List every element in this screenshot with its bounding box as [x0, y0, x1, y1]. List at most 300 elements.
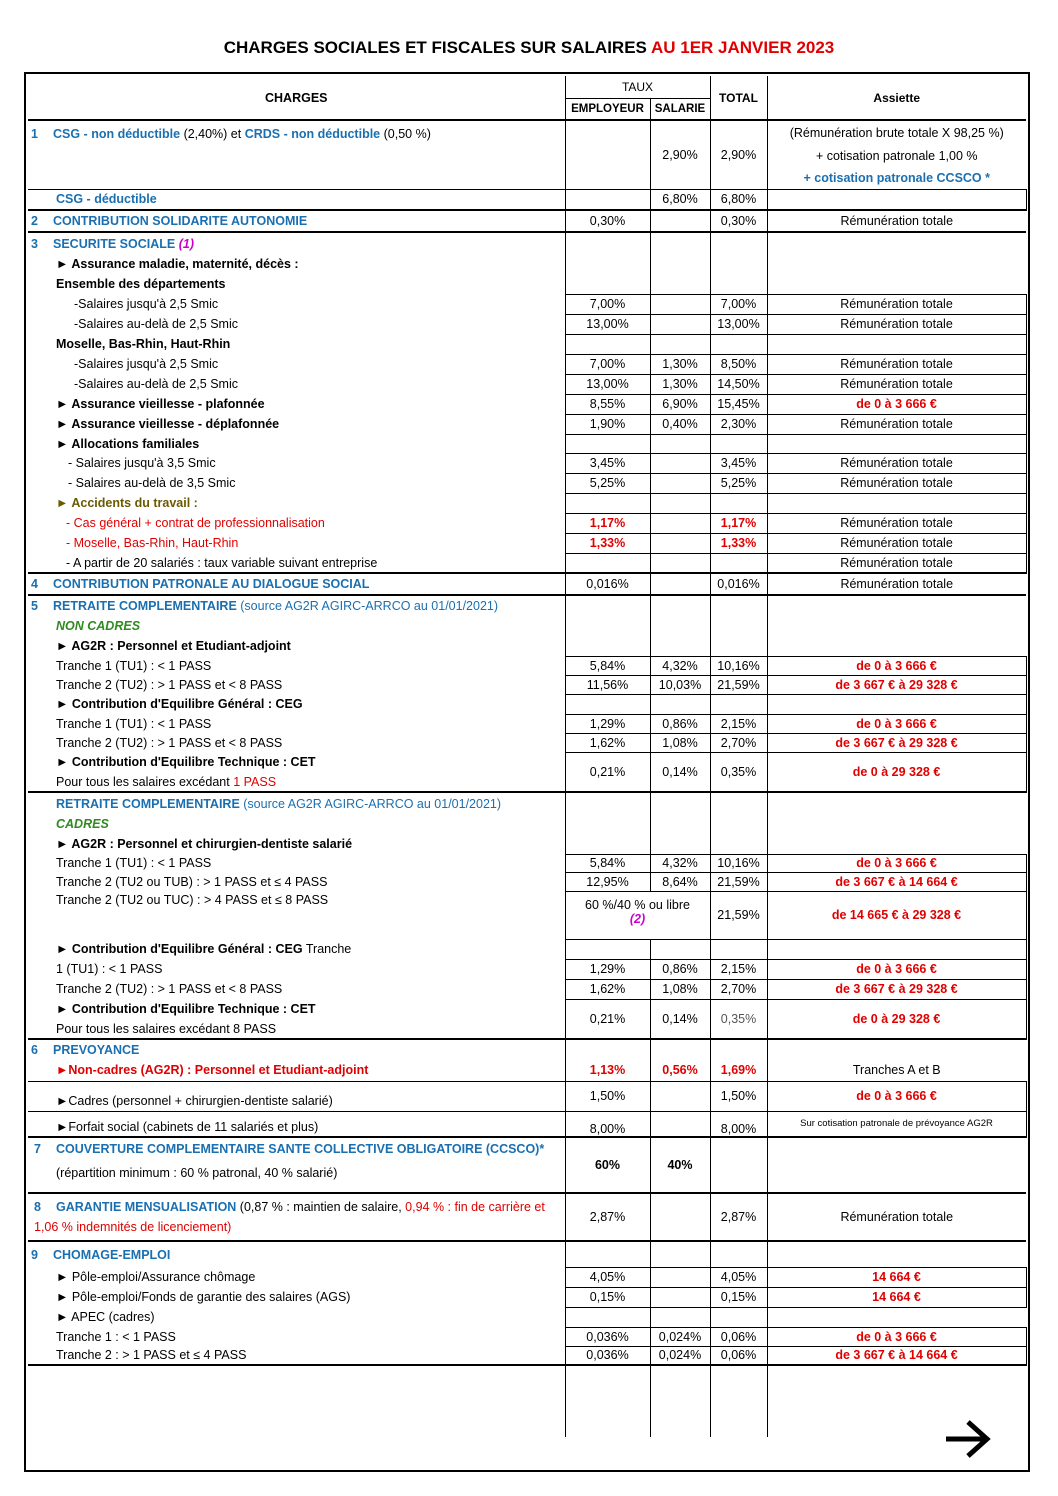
table-cell [767, 274, 1026, 294]
table-cell [650, 334, 710, 354]
table-cell: 1,90% [565, 414, 650, 434]
table-cell: 7,00% [565, 294, 650, 314]
table-cell [565, 274, 650, 294]
table-cell: de 3 667 € à 14 664 € [767, 872, 1026, 891]
s6-label: PREVOYANCE [53, 1042, 140, 1057]
table-cell [565, 1241, 650, 1267]
table-cell: Rémunération totale [767, 1193, 1026, 1241]
s3-label: SECURITE SOCIALE [53, 236, 176, 251]
table-cell [710, 334, 767, 354]
table-cell [565, 595, 650, 616]
page-title: CHARGES SOCIALES ET FISCALES SUR SALAIRES AU 1ER JANVIER 2023 [223, 38, 835, 57]
table-cell [767, 1137, 1026, 1193]
table-cell: Rémunération totale [767, 453, 1026, 473]
table-cell: de 3 667 € à 29 328 € [767, 675, 1026, 694]
table-cell: Rémunération totale [767, 573, 1026, 595]
table-cell [565, 1307, 650, 1327]
table-cell: 7,00% [710, 294, 767, 314]
table-row [28, 1241, 1026, 1267]
table-cell: de 0 à 3 666 € [767, 854, 1026, 872]
table-row [28, 1137, 1026, 1193]
table-cell: 21,59% [710, 675, 767, 694]
table-cell: 5,25% [710, 473, 767, 493]
table-row [28, 189, 1026, 210]
table-cell [565, 232, 650, 254]
table-cell [710, 834, 767, 854]
table-cell [710, 434, 767, 453]
s1-assiette-1: (Rémunération brute totale X 98,25 %) [789, 125, 1004, 140]
table-cell: Tranche 2 (TU2 ou TUB) : > 1 PASS et ≤ 4 PASS [28, 872, 565, 891]
table-cell [710, 254, 767, 274]
s9-label: CHOMAGE-EMPLOI [53, 1247, 171, 1262]
s1-total: 2,90% [710, 120, 767, 189]
table-row [28, 294, 1026, 314]
table-row [28, 1081, 1026, 1111]
table-cell: de 3 667 € à 29 328 € [767, 733, 1026, 752]
table-cell: 0,40% [650, 414, 710, 434]
table-cell [650, 1287, 710, 1307]
table-cell: Tranche 2 (TU2) : > 1 PASS et < 8 PASS [28, 733, 565, 752]
table-cell: 60% [565, 1137, 650, 1193]
table-row [28, 513, 1026, 533]
table-cell: 0,21% [565, 752, 650, 792]
table-row [28, 891, 1026, 939]
table-cell: 2 CONTRIBUTION SOLIDARITE AUTONOMIE [28, 210, 565, 232]
table-cell [650, 1307, 710, 1327]
table-cell [650, 792, 710, 814]
table-cell: 7 COUVERTURE COMPLEMENTAIRE SANTE COLLECTIVE OBLIGATOIRE (CCSCO)* (répartition minimum : 60 % patronal, 40 % salarié) [28, 1137, 565, 1193]
s3-allocations: ► Allocations familiales [28, 434, 565, 453]
s1-assiette-2: + cotisation patronale 1,00 % [815, 148, 978, 163]
table-cell [710, 1365, 767, 1437]
table-cell: 0,06% [710, 1327, 767, 1346]
table-row [28, 414, 1026, 434]
table-row [28, 473, 1026, 493]
table-cell [650, 1081, 710, 1111]
table-cell: 5 RETRAITE COMPLEMENTAIRE (source AG2R AGIRC-ARRCO au 01/01/2021) [28, 595, 565, 616]
table-cell [650, 595, 710, 616]
header-row [28, 76, 1026, 98]
table-cell: 2,15% [710, 959, 767, 979]
table-cell: 1,17% [565, 513, 650, 533]
table-row [28, 553, 1026, 573]
table-cell: de 0 à 3 666 € [767, 959, 1026, 979]
table-cell [710, 1137, 767, 1193]
table-cell [565, 120, 650, 189]
table-cell [710, 616, 767, 636]
table-row [28, 354, 1026, 374]
table-cell: 14,50% [710, 374, 767, 394]
table-cell: 0,14% [650, 999, 710, 1039]
table-cell: 1,69% [710, 1039, 767, 1081]
table-cell: RETRAITE COMPLEMENTAIRE (source AG2R AGIRC-ARRCO au 01/01/2021) [28, 792, 565, 814]
table-cell: ► Contribution d'Equilibre Général : CEG Tranche [28, 939, 565, 959]
table-cell: 3 SECURITE SOCIALE (1) [28, 232, 565, 254]
table-cell [650, 1267, 710, 1287]
table-cell: -Salaires au-delà de 2,5 Smic [28, 374, 565, 394]
table-cell [710, 595, 767, 616]
table-cell [710, 553, 767, 573]
table-cell: 21,59% [710, 872, 767, 891]
table-cell [650, 210, 710, 232]
table-cell: Sur cotisation patronale de prévoyance AG2R [767, 1111, 1026, 1137]
table-cell [710, 694, 767, 714]
table-cell: 12,95% [565, 872, 650, 891]
table-cell [767, 1307, 1026, 1327]
table-cell: 5,84% [565, 656, 650, 675]
table-cell: -Salaires jusqu'à 2,5 Smic [28, 354, 565, 374]
table-cell: ►Forfait social (cabinets de 11 salariés et plus) [28, 1111, 565, 1137]
table-cell: de 0 à 3 666 € [767, 394, 1026, 414]
table-cell [767, 334, 1026, 354]
table-cell: 8,00% [565, 1111, 650, 1137]
table-cell [650, 434, 710, 453]
table-cell: ► Assurance vieillesse - plafonnée [28, 394, 565, 414]
table-cell: -Salaires au-delà de 2,5 Smic [28, 314, 565, 334]
table-cell [650, 1111, 710, 1137]
table-cell: 0,15% [710, 1287, 767, 1307]
table-cell [650, 553, 710, 573]
table-cell: 0,036% [565, 1346, 650, 1365]
table-cell: de 0 à 3 666 € [767, 656, 1026, 675]
table-cell: 14 664 € [767, 1267, 1026, 1287]
table-row [28, 374, 1026, 394]
table-cell [565, 814, 650, 834]
table-cell: Rémunération totale [767, 354, 1026, 374]
table-cell: de 0 à 29 328 € [767, 752, 1026, 792]
table-cell: 10,16% [710, 656, 767, 675]
table-cell: Rémunération totale [767, 473, 1026, 493]
header-assiette: Assiette [767, 76, 1026, 120]
table-cell: de 3 667 € à 29 328 € [767, 979, 1026, 999]
table-cell: 8,55% [565, 394, 650, 414]
table-cell: 10,03% [650, 675, 710, 694]
table-cell [565, 189, 650, 210]
table-cell: ► Contribution d'Equilibre Technique : CET [28, 752, 565, 772]
s1-label: 1 CSG - non déductible (2,40%) et CRDS - non déductible (0,50 %) [28, 120, 565, 189]
table-cell: 11,56% [565, 675, 650, 694]
s5-label: RETRAITE COMPLEMENTAIRE [53, 599, 237, 613]
table-cell: Tranche 2 (TU2) : > 1 PASS et < 8 PASS [28, 675, 565, 694]
table-cell [650, 1365, 710, 1437]
table-row [28, 1327, 1026, 1346]
table-cell: 0,024% [650, 1346, 710, 1365]
table-cell [710, 939, 767, 959]
table-cell [565, 636, 650, 656]
table-cell: 4,32% [650, 854, 710, 872]
table-cell: 8 GARANTIE MENSUALISATION (0,87 % : maintien de salaire, 0,94 % : fin de carrière et 1,06 % indemnités de licenciement) [28, 1193, 565, 1241]
table-cell: ► Pôle-emploi/Fonds de garantie des salaires (AGS) [28, 1287, 565, 1307]
charges-table [28, 76, 1027, 1437]
table-cell: Rémunération totale [767, 314, 1026, 334]
table-cell [650, 694, 710, 714]
table-row [28, 595, 1026, 616]
table-cell: 9 CHOMAGE-EMPLOI [28, 1241, 565, 1267]
table-cell: Rémunération totale [767, 294, 1026, 314]
table-cell: 4 CONTRIBUTION PATRONALE AU DIALOGUE SOCIAL [28, 573, 565, 595]
table-row [28, 120, 1026, 144]
table-cell: 2,70% [710, 733, 767, 752]
table-cell [650, 1241, 710, 1267]
table-row [28, 872, 1026, 891]
table-cell [565, 834, 650, 854]
s3-moselle: Moselle, Bas-Rhin, Haut-Rhin [28, 334, 565, 354]
table-cell: 13,00% [710, 314, 767, 334]
table-row [28, 1287, 1026, 1307]
table-cell: de 0 à 29 328 € [767, 999, 1026, 1039]
table-row [28, 979, 1026, 999]
table-row [28, 394, 1026, 414]
table-cell: 13,00% [565, 374, 650, 394]
table-cell [650, 254, 710, 274]
table-cell: Rémunération totale [767, 553, 1026, 573]
table-cell [710, 792, 767, 814]
table-cell: 0,016% [565, 573, 650, 595]
table-cell: 1,08% [650, 733, 710, 752]
table-row [28, 999, 1026, 1019]
table-cell [767, 616, 1026, 636]
s5-non-cadres: NON CADRES [28, 616, 565, 636]
table-cell: Tranche 2 (TU2 ou TUC) : > 4 PASS et ≤ 8 PASS [28, 891, 565, 939]
table-cell [650, 232, 710, 254]
table-row [28, 1193, 1026, 1241]
table-cell [650, 314, 710, 334]
table-cell [650, 274, 710, 294]
table-cell: 1,13% [565, 1039, 650, 1081]
s4-label: CONTRIBUTION PATRONALE AU DIALOGUE SOCIAL [53, 577, 370, 591]
table-cell: 0,14% [650, 752, 710, 792]
table-cell: 0,024% [650, 1327, 710, 1346]
table-cell [767, 232, 1026, 254]
table-cell: Tranche 1 (TU1) : < 1 PASS [28, 656, 565, 675]
table-cell [28, 1365, 565, 1437]
table-cell [565, 553, 650, 573]
table-cell [565, 939, 650, 959]
table-cell [565, 334, 650, 354]
right-arrow-icon[interactable] [942, 1418, 992, 1460]
s1-total-2: 6,80% [710, 189, 767, 210]
table-row [28, 656, 1026, 675]
table-cell [650, 939, 710, 959]
table-cell: 2,15% [710, 714, 767, 733]
table-cell: de 0 à 3 666 € [767, 1327, 1026, 1346]
table-cell [767, 254, 1026, 274]
table-cell: 0,21% [565, 999, 650, 1039]
s2-label: CONTRIBUTION SOLIDARITE AUTONOMIE [53, 214, 308, 228]
table-cell: 13,00% [565, 314, 650, 334]
table-cell: 0,35% [710, 999, 767, 1039]
table-cell: Tranche 1 (TU1) : < 1 PASS [28, 714, 565, 733]
table-cell: 40% [650, 1137, 710, 1193]
table-cell: ►Non-cadres (AG2R) : Personnel et Etudiant-adjoint [28, 1059, 565, 1081]
s5b-cadres: CADRES [28, 814, 565, 834]
table-cell: 0,016% [710, 573, 767, 595]
table-cell [565, 792, 650, 814]
s3-assurance-maladie: ► Assurance maladie, maternité, décès : [28, 254, 565, 274]
table-cell: ► Contribution d'Equilibre Technique : CET [28, 999, 565, 1019]
table-cell [650, 834, 710, 854]
table-cell: de 0 à 3 666 € [767, 714, 1026, 733]
table-cell: de 14 665 € à 29 328 € [767, 891, 1026, 939]
table-cell: 2,30% [710, 414, 767, 434]
table-cell [565, 254, 650, 274]
table-cell [767, 189, 1026, 210]
s2-assiette: Rémunération totale [767, 210, 1026, 232]
table-cell: 4,05% [565, 1267, 650, 1287]
table-cell [650, 636, 710, 656]
table-cell [565, 616, 650, 636]
table-cell [650, 814, 710, 834]
table-cell [767, 1241, 1026, 1267]
table-cell: 1 (TU1) : < 1 PASS [28, 959, 565, 979]
table-cell: 4,05% [710, 1267, 767, 1287]
table-row [28, 752, 1026, 772]
table-cell: 3,45% [710, 453, 767, 473]
table-cell [710, 814, 767, 834]
table-cell [767, 636, 1026, 656]
s1-assiette-3: + cotisation patronale CCSCO * [803, 170, 990, 185]
table-cell: 1,62% [565, 979, 650, 999]
table-cell [767, 792, 1026, 814]
table-cell: ► Pôle-emploi/Assurance chômage [28, 1267, 565, 1287]
s1-csg-deductible: CSG - déductible [28, 189, 565, 210]
header-taux: TAUX [565, 76, 710, 98]
table-cell: 2,70% [710, 979, 767, 999]
table-cell: Tranche 2 : > 1 PASS et ≤ 4 PASS [28, 1346, 565, 1365]
table-cell [710, 232, 767, 254]
table-cell: Rémunération totale [767, 374, 1026, 394]
table-cell: - Salaires au-delà de 3,5 Smic [28, 473, 565, 493]
table-cell: 21,59% [710, 891, 767, 939]
table-cell: Tranches A et B [767, 1039, 1026, 1081]
table-cell: Pour tous les salaires excédant 8 PASS [28, 1019, 565, 1039]
table-cell [767, 694, 1026, 714]
table-cell: 2,87% [565, 1193, 650, 1241]
table-cell: 60 %/40 % ou libre (2) [565, 891, 710, 939]
table-cell [710, 493, 767, 513]
table-cell: 0,86% [650, 959, 710, 979]
table-cell [767, 939, 1026, 959]
table-row [28, 1346, 1026, 1365]
table-cell: 8,64% [650, 872, 710, 891]
table-cell [710, 636, 767, 656]
table-cell [767, 493, 1026, 513]
table-row [28, 314, 1026, 334]
table-cell: 0,06% [710, 1346, 767, 1365]
table-cell [767, 595, 1026, 616]
table-cell: 14 664 € [767, 1287, 1026, 1307]
table-cell: 1,17% [710, 513, 767, 533]
table-cell: 2,87% [710, 1193, 767, 1241]
s3-ensemble: Ensemble des départements [28, 274, 565, 294]
table-row [28, 792, 1026, 814]
table-cell: - Salaires jusqu'à 3,5 Smic [28, 453, 565, 473]
table-cell: ► Contribution d'Equilibre Général : CEG [28, 694, 565, 714]
s5b-label: RETRAITE COMPLEMENTAIRE [56, 796, 240, 811]
table-cell: ► Assurance vieillesse - déplafonnée [28, 414, 565, 434]
table-row [28, 210, 1026, 232]
table-cell: 6,90% [650, 394, 710, 414]
table-cell [565, 434, 650, 453]
table-row [28, 675, 1026, 694]
table-cell: 1,62% [565, 733, 650, 752]
table-cell: Tranche 1 : < 1 PASS [28, 1327, 565, 1346]
table-cell [650, 533, 710, 553]
table-cell: - A partir de 20 salariés : taux variable suivant entreprise [28, 553, 565, 573]
table-cell [650, 573, 710, 595]
table-row [28, 854, 1026, 872]
table-cell: - Cas général + contrat de professionnalisation [28, 513, 565, 533]
table-cell: 0,86% [650, 714, 710, 733]
table-cell: 8,50% [710, 354, 767, 374]
table-cell [710, 1307, 767, 1327]
table-cell [650, 616, 710, 636]
table-cell: 5,84% [565, 854, 650, 872]
table-cell: 0,56% [650, 1039, 710, 1081]
table-cell [650, 513, 710, 533]
table-cell [767, 814, 1026, 834]
table-cell: 6 PREVOYANCE [28, 1039, 565, 1059]
table-cell: 15,45% [710, 394, 767, 414]
s8-label: GARANTIE MENSUALISATION [56, 1200, 237, 1214]
table-cell: de 3 667 € à 14 664 € [767, 1346, 1026, 1365]
s3-accidents: ► Accidents du travail : [28, 493, 565, 513]
table-row [28, 1039, 1026, 1059]
table-cell [767, 434, 1026, 453]
table-cell: 8,00% [710, 1111, 767, 1137]
s2-employeur: 0,30% [565, 210, 650, 232]
table-cell: 0,15% [565, 1287, 650, 1307]
table-cell: 1,33% [565, 533, 650, 553]
table-cell: 7,00% [565, 354, 650, 374]
table-cell: Pour tous les salaires excédant 1 PASS [28, 772, 565, 792]
table-cell: Tranche 1 (TU1) : < 1 PASS [28, 854, 565, 872]
table-row [28, 714, 1026, 733]
table-cell: 1,50% [710, 1081, 767, 1111]
table-cell: ►Cadres (personnel + chirurgien-dentiste salarié) [28, 1081, 565, 1111]
table-cell: 1,08% [650, 979, 710, 999]
table-row [28, 533, 1026, 553]
s1-salarie: 2,90% [650, 120, 710, 189]
table-cell: Rémunération totale [767, 533, 1026, 553]
s2-total: 0,30% [710, 210, 767, 232]
header-total: TOTAL [710, 76, 767, 120]
table-cell: 1,50% [565, 1081, 650, 1111]
table-cell: ► AG2R : Personnel et chirurgien-dentiste salarié [28, 834, 565, 854]
table-cell: 0,35% [710, 752, 767, 792]
table-cell [650, 1193, 710, 1241]
table-row [28, 453, 1026, 473]
header-charges: CHARGES [28, 76, 565, 120]
table-row [28, 573, 1026, 595]
table-cell: - Moselle, Bas-Rhin, Haut-Rhin [28, 533, 565, 553]
table-cell [767, 834, 1026, 854]
table-cell: 3,45% [565, 453, 650, 473]
table-cell: 5,25% [565, 473, 650, 493]
table-cell: 10,16% [710, 854, 767, 872]
table-cell: Rémunération totale [767, 513, 1026, 533]
header-employeur: EMPLOYEUR [565, 98, 650, 120]
table-cell: -Salaires jusqu'à 2,5 Smic [28, 294, 565, 314]
table-row [28, 733, 1026, 752]
table-cell: 0,036% [565, 1327, 650, 1346]
table-row [28, 1267, 1026, 1287]
table-cell: 1,29% [565, 959, 650, 979]
table-cell: 1,30% [650, 374, 710, 394]
table-cell: 1,33% [710, 533, 767, 553]
table-row [28, 1111, 1026, 1137]
table-cell: de 0 à 3 666 € [767, 1081, 1026, 1111]
